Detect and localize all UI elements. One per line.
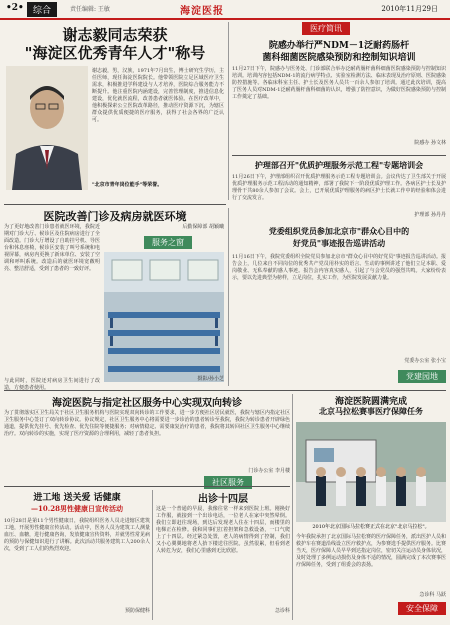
story-marathon-caption: 2010年北京国际马拉松赛正式在北京"北京马拉松"。 (312, 524, 430, 530)
story-marathon (296, 394, 446, 620)
story-environment-footer: 与此同时，医院还对病房卫生间进行了改造，方便患者使用。 (4, 378, 100, 391)
story-referral-title: 海淀医院与指定社区服务中心实现双向转诊 (52, 398, 242, 409)
page-number: •2• (6, 3, 24, 13)
story-worksite-title: 进工地 送关爱 话健康 (33, 493, 121, 503)
story-marathon-body: 今年我院承担了北京国际马拉松赛的医疗保障任务，派出医护人员和救护车在赛道沿线设立医疗救护点，为参赛选手提供医疗服务。比赛当天，医疗保障人员早早到达指定岗位，密切关注运动员身体状况，及时处理了多例运动损伤及身体不适的情况，圆满完成了本次赛事医疗保障任务，受到了组委会的表扬。 (296, 534, 447, 568)
marathon-team-photo (296, 422, 446, 522)
story-referral-author: 门诊办公室 李月楼 (248, 468, 290, 474)
story-house-call-body: 这是一个普通的早晨，我像往常一样来到医院上班。刚换好工作服，就接到一个出诊电话，一位老人在家中突然晕倒。我们立即赶往现场，到达后发现老人住在十四层，而楼里的电梯正在检修。我和同事们扛着担架和急救设备，一口气爬上了十四层。经过紧急处置，老人的病情得到了控制，我们又小心翼翼地将老人抬下楼送往医院。虽然很累，但看到老人转危为安，我们心里感到无比欣慰。 (156, 506, 290, 554)
marathon-team-illustration (296, 422, 446, 522)
page-header (0, 0, 450, 20)
section-rule (4, 204, 226, 205)
story-environment-title: 医院改善门诊及病房就医环境 (43, 210, 187, 223)
story-house-call-title: 出诊十四层 (198, 494, 248, 505)
publication-date: 2010年11月29日 (381, 5, 438, 13)
waiting-hall-photo (104, 252, 224, 382)
story-environment-author: 后勤保障部 胡颖曦 (182, 224, 224, 230)
story-worksite-author: 预防保健科 (124, 608, 150, 614)
column-divider (152, 490, 153, 620)
story-party-author: 党委办公室 张小宝 (404, 358, 446, 364)
section-rule (4, 390, 446, 391)
tag-service-window: 服务之窗 (144, 236, 192, 249)
story-infection-body: 11月27日下午，院感办与医务处、门诊部联合举办泛耐药肠杆菌科细菌医院感染预防与控制知识培训。培训内容包括NDM-1的流行病学特点、实验室检测方法、临床表现及治疗原则、医院感染防控措施等。各临床科室主任、护士长及医务人员共一百余人参加了培训。通过此次培训，提高了医务人员对NDM-1泛耐药肠杆菌科细菌的认识，增强了防控意识，为做好医院感染预防与控制工作奠定了基础。 (232, 66, 446, 100)
story-house-call-author: 急诊科 (274, 608, 290, 614)
story-referral-body: 为了贯彻落实区卫生局关于社区卫生服务机构与医院实现双向转诊的工作要求，进一步方便社区居民就医，我院与辖区内指定社区卫生服务中心签订了双向转诊协议。协议规定，社区卫生服务中心将需要进一步诊治的患者转诊至我院，我院为转诊患者开辟绿色通道，提供优先挂号、优先检查、优先住院等便捷服务；对病情稳定、需要康复治疗的患者，我院将其转回社区卫生服务中心继续治疗。双向转诊的实施，实现了医疗资源的合理利用，减轻了患者负担。 (4, 410, 290, 437)
story-nursing-body: 11月26日下午，护理部组织召开优质护理服务示范工程专题培训会。会议传达了卫生部关于开展优质护理服务示范工程活动的通知精神，部署了我院下一阶段优质护理工作。各病区护士长及护理骨干共80余人参加了会议。会上，已开展优质护理服务的病区护士长就工作中的经验和体会进行了交流发言。 (232, 174, 446, 201)
story-worksite-body: 10月28日是第11个男性健康日，我院组织医务人员走进辖区建筑工地，开展男性健康宣传活动。活动中，医务人员为建筑工人测量血压、血糖，进行健康咨询，发放健康宣传资料，并就男性常见病的预防与保健知识进行了讲解。此次活动共服务建筑工人200余人次，受到了工人们的热烈欢迎。 (4, 518, 150, 552)
story-nursing-title: 护理部召开"优质护理服务示范工程"专题培训会 (254, 160, 424, 170)
portrait-illustration (6, 66, 88, 190)
story-nursing-training (232, 160, 446, 220)
section-rule (4, 486, 290, 487)
tag-party-building: 党建园地 (398, 370, 446, 383)
story-infection-title-line2: 菌科细菌医院感染预防和控制知识培训 (262, 53, 416, 63)
waiting-hall-illustration (104, 252, 224, 382)
tag-medical-briefs: 医疗简讯 (302, 22, 350, 35)
story-award (4, 22, 226, 202)
newspaper-name: 海淀医报 (180, 6, 224, 17)
story-environment (4, 208, 226, 391)
story-party-title-line1: 党委组织党员参加北京市"群众心目中的 (268, 226, 410, 236)
section-rule (232, 155, 446, 156)
tag-safety-guarantee: 安全保障 (398, 602, 446, 615)
editor-credit: 责任编辑: 王敏 (70, 6, 110, 13)
story-award-title-line2: "海淀区优秀青年人才"称号 (24, 44, 206, 62)
story-party-members (232, 226, 446, 386)
column-divider (292, 394, 293, 620)
story-marathon-title-line2: 北京马拉松赛事医疗保障任务 (319, 406, 423, 416)
story-nursing-author: 护理部 孙丹丹 (414, 212, 446, 218)
story-infection-title-line1: 院感办举行严NDM－1泛耐药肠杆 (268, 41, 410, 51)
story-marathon-author: 急诊科 马跃 (419, 592, 446, 598)
story-referral (4, 394, 290, 487)
column-divider (228, 22, 229, 200)
story-award-title-line1: 谢志毅同志荣获 (62, 26, 168, 44)
story-house-call (156, 490, 290, 620)
tag-community-service: 社区服务 (204, 476, 252, 489)
story-worksite (4, 490, 150, 620)
story-award-body: 谢志毅，男，汉族，1971年7月出生，博士研究生学历，主任医师，现任海淀医院院长。他带领医院立足区域医疗卫生需求，积极推进学科建设与人才培养，医院综合服务能力不断提升。他注重医院内涵建设，完善管理制度，推进信息化建设，优化就医流程，改善患者就医体验。在医疗改革中，他积极探索公立医院改革路径，推动医疗资源下沉，为辖区群众提供优质便捷的医疗服务，获得了社会各界的广泛认可。 (92, 68, 224, 123)
story-marathon-title-line1: 海淀医院圆满完成 (334, 397, 407, 407)
story-award-bold-line: "北京市青年岗位能手"等荣誉。 (92, 182, 163, 188)
story-environment-caption: 摄影/孙小芝 (197, 376, 224, 382)
story-worksite-subtitle: —10.28男性健康日宣传活动 (31, 504, 123, 513)
story-infection-author: 院感办 孙文林 (414, 140, 446, 146)
portrait-photo (6, 66, 88, 190)
story-infection-training (232, 22, 446, 152)
story-party-title-line2: 好党员"事迹报告巡讲活动 (292, 238, 386, 248)
story-environment-body: 为了更好地改善门诊患者就医环境，我院近期对门诊大厅、候诊区及住院病房进行了全面改造。门诊大厅增设了自助挂号机、导医台和休息座椅，候诊区安装了叫号系统和电视屏幕，病房内更换了新床单位、安装了空调和呼叫系统。改造后的就医环境宽敞明亮、整洁舒适，受到了患者的一致好评。 (4, 224, 100, 272)
story-party-body: 11月16日下午，我院党委组织全院党员参加北京市"群众心目中的好党员"事迹报告巡讲活动。报告会上，几位来自不同岗位的优秀共产党员用朴实的语言、生动的事例讲述了他们立足本职、爱岗敬业、无私奉献的感人事迹。报告会内容真实感人，引起了与会党员的强烈共鸣。大家纷纷表示，要以先进典型为榜样，立足岗位，扎实工作，为医院发展贡献力量。 (232, 254, 446, 281)
section-label: 综合 (27, 2, 57, 17)
column-divider (228, 208, 229, 386)
